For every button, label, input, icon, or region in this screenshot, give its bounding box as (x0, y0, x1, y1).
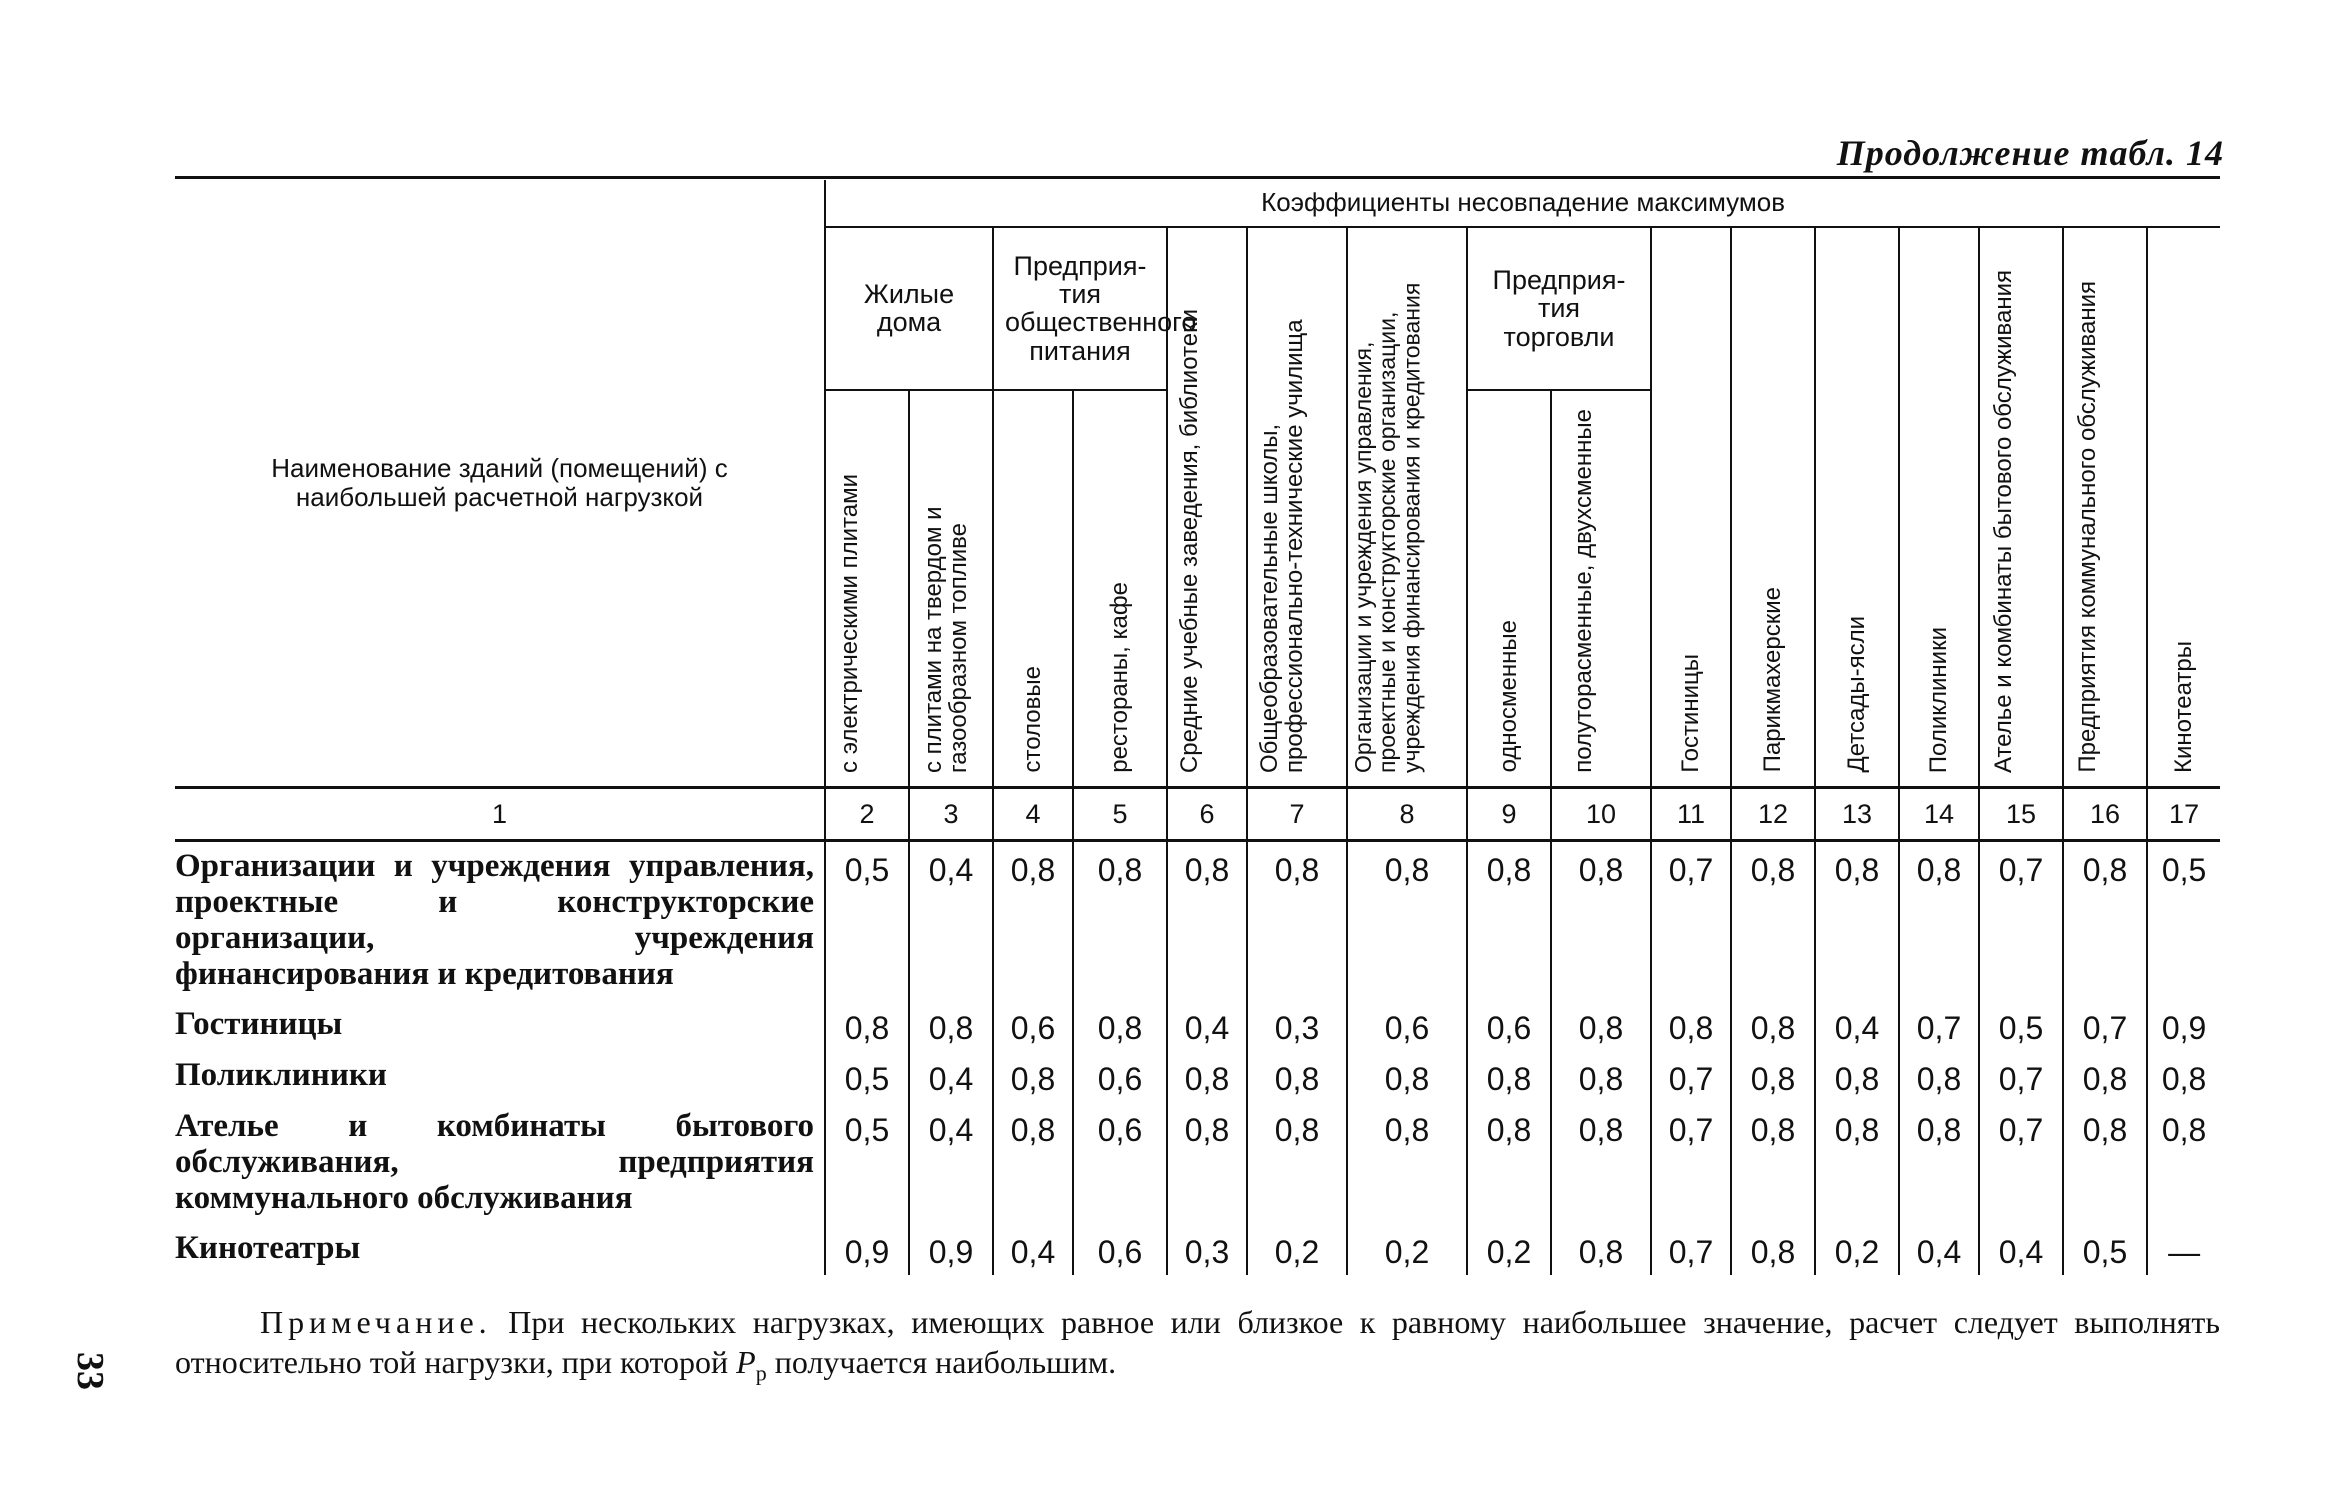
cell-value: 0,8 (1167, 1051, 1247, 1102)
col-number: 2 (825, 788, 909, 841)
cell-value: 0,9 (825, 1224, 909, 1275)
cell-value: 0,7 (1979, 1102, 2063, 1224)
col-header-4: столовые (993, 390, 1073, 788)
col-header-11: Гостиницы (1651, 227, 1731, 788)
cell-value: 0,8 (1815, 841, 1899, 1001)
cell-value: 0,6 (1073, 1224, 1167, 1275)
cell-value: 0,8 (993, 1051, 1073, 1102)
col-number: 9 (1467, 788, 1551, 841)
cell-value: 0,7 (2063, 1000, 2147, 1051)
col-number: 4 (993, 788, 1073, 841)
cell-value: 0,8 (1073, 841, 1167, 1001)
col-header-3: с плитами на твердом и газообразном топливе (909, 390, 993, 788)
cell-value: 0,4 (1815, 1000, 1899, 1051)
col-header-7: Общеобразовательные школы, профессионально-технические училища (1247, 227, 1347, 788)
cell-value: 0,8 (1815, 1102, 1899, 1224)
trade-group-header: Предприя-тия торговли (1467, 227, 1651, 390)
cell-value: — (2147, 1224, 2220, 1275)
table-row (175, 1000, 2220, 1051)
cell-value: 0,8 (1073, 1000, 1167, 1051)
cell-value: 0,8 (1551, 1051, 1651, 1102)
cell-value: 0,8 (1551, 841, 1651, 1001)
cell-value: 0,4 (909, 1051, 993, 1102)
cell-value: 0,5 (1979, 1000, 2063, 1051)
table-row (175, 1051, 2220, 1102)
row-name: Кинотеатры (175, 1230, 361, 1266)
table-row (175, 1102, 2220, 1224)
cell-value: 0,8 (2063, 1102, 2147, 1224)
col-header-15: Ателье и комбинаты бытового обслуживания (1979, 227, 2063, 788)
cell-value: 0,6 (1073, 1051, 1167, 1102)
cell-value: 0,8 (1347, 841, 1467, 1001)
cell-value: 0,7 (1899, 1000, 1979, 1051)
col-number: 15 (1979, 788, 2063, 841)
col-number: 1 (175, 788, 825, 841)
top-rule (175, 176, 2220, 179)
col-header-10: полуторасменные, двухсменные (1551, 390, 1651, 788)
col-header-17: Кинотеатры (2147, 227, 2220, 788)
cell-value: 0,2 (1467, 1224, 1551, 1275)
cell-value: 0,6 (1467, 1000, 1551, 1051)
cell-value: 0,7 (1651, 841, 1731, 1001)
cell-value: 0,8 (1467, 841, 1551, 1001)
col-number: 12 (1731, 788, 1815, 841)
cell-value: 0,8 (1347, 1051, 1467, 1102)
cell-value: 0,8 (1551, 1000, 1651, 1051)
table-row (175, 841, 2220, 1001)
residential-group-header: Жилые дома (825, 227, 993, 390)
col-number: 11 (1651, 788, 1731, 841)
cell-value: 0,8 (2147, 1102, 2220, 1224)
col-header-13: Детсады-ясли (1815, 227, 1899, 788)
col-header-9: односменные (1467, 390, 1551, 788)
cell-value: 0,5 (825, 1102, 909, 1224)
col-header-14: Поликлиники (1899, 227, 1979, 788)
col-header-16: Предприятия коммунального обслуживания (2063, 227, 2147, 788)
cell-value: 0,7 (1979, 841, 2063, 1001)
cell-value: 0,3 (1247, 1000, 1347, 1051)
cell-value: 0,4 (909, 841, 993, 1001)
cell-value: 0,8 (1731, 1051, 1815, 1102)
cell-value: 0,7 (1651, 1102, 1731, 1224)
col-number: 13 (1815, 788, 1899, 841)
cell-value: 0,4 (1167, 1000, 1247, 1051)
cell-value: 0,8 (2063, 1051, 2147, 1102)
table-body (175, 841, 2220, 1276)
cell-value: 0,3 (1167, 1224, 1247, 1275)
col-header-5: рестораны, кафе (1073, 390, 1167, 788)
coefficients-table (175, 180, 2220, 1275)
cell-value: 0,2 (1247, 1224, 1347, 1275)
note-symbol-letter: P (736, 1344, 756, 1380)
cell-value: 0,8 (1815, 1051, 1899, 1102)
cell-value: 0,6 (1347, 1000, 1467, 1051)
table-row (175, 1224, 2220, 1275)
cell-value: 0,8 (1247, 1102, 1347, 1224)
cell-value: 0,2 (1815, 1224, 1899, 1275)
cell-value: 0,8 (2147, 1051, 2220, 1102)
page-number: 33 (69, 1352, 111, 1390)
cell-value: 0,8 (1731, 1224, 1815, 1275)
col-header-2: с электрическими плитами (825, 390, 909, 788)
cell-value: 0,6 (993, 1000, 1073, 1051)
cell-value: 0,8 (1899, 1051, 1979, 1102)
cell-value: 0,6 (1073, 1102, 1167, 1224)
note-text-before: При нескольких нагрузках, имеющих равное или близкое к равному наибольшее значение, расчет следует выполнять относительно той нагрузки, при которой (175, 1304, 2221, 1380)
note-text-after: получается наибольшим. (774, 1344, 1117, 1380)
cell-value: 0,4 (909, 1102, 993, 1224)
cell-value: 0,8 (1247, 841, 1347, 1001)
table-caption: Продолжение табл. 14 (1836, 133, 2224, 173)
cell-value: 0,7 (1651, 1224, 1731, 1275)
cell-value: 0,2 (1347, 1224, 1467, 1275)
cell-value: 0,8 (1899, 1102, 1979, 1224)
cell-value: 0,8 (2063, 841, 2147, 1001)
catering-group-header: Предприя-тия общественного питания (993, 227, 1167, 390)
cell-value: 0,5 (2147, 841, 2220, 1001)
coef-group-header: Коэффициенты несовпадение максимумов (825, 180, 2220, 227)
row-name: Гостиницы (175, 1006, 343, 1042)
cell-value: 0,8 (825, 1000, 909, 1051)
table-note (175, 1302, 2220, 1393)
cell-value: 0,8 (1167, 1102, 1247, 1224)
col-header-6: Средние учебные заведения, библиотеки (1167, 227, 1247, 788)
note-symbol (736, 1344, 767, 1386)
cell-value: 0,8 (993, 841, 1073, 1001)
cell-value: 0,8 (1247, 1051, 1347, 1102)
name-column-header: Наименование зданий (помещений) с наибольшей расчетной нагрузкой (271, 453, 728, 512)
col-number: 16 (2063, 788, 2147, 841)
column-numbers-row (175, 788, 2220, 841)
cell-value: 0,5 (2063, 1224, 2147, 1275)
cell-value: 0,5 (825, 1051, 909, 1102)
cell-value: 0,4 (1979, 1224, 2063, 1275)
cell-value: 0,4 (993, 1224, 1073, 1275)
col-number: 17 (2147, 788, 2220, 841)
row-name: Поликлиники (175, 1057, 387, 1093)
cell-value: 0,9 (2147, 1000, 2220, 1051)
row-name: Организации и учреждения управления, проектные и конструкторские организации, учреждения финансирования и кредитования (175, 848, 814, 992)
note-label: Примечание. (260, 1304, 492, 1340)
col-number: 5 (1073, 788, 1167, 841)
row-name: Ателье и комбинаты бытового обслуживания, предприятия коммунального обслуживания (175, 1108, 814, 1216)
cell-value: 0,4 (1899, 1224, 1979, 1275)
cell-value: 0,9 (909, 1224, 993, 1275)
cell-value: 0,5 (825, 841, 909, 1001)
col-number: 3 (909, 788, 993, 841)
col-number: 7 (1247, 788, 1347, 841)
cell-value: 0,8 (1651, 1000, 1731, 1051)
col-number: 6 (1167, 788, 1247, 841)
cell-value: 0,7 (1979, 1051, 2063, 1102)
cell-value: 0,8 (1731, 1000, 1815, 1051)
cell-value: 0,8 (1167, 841, 1247, 1001)
note-symbol-sub: р (755, 1360, 767, 1386)
cell-value: 0,8 (1731, 1102, 1815, 1224)
col-header-12: Парикмахерские (1731, 227, 1815, 788)
col-number: 8 (1347, 788, 1467, 841)
cell-value: 0,7 (1651, 1051, 1731, 1102)
col-number: 10 (1551, 788, 1651, 841)
cell-value: 0,8 (1467, 1102, 1551, 1224)
col-header-8: Организации и учреждения управления, проектные и конструкторские организации, учреждения финансирования и кредитования (1347, 227, 1467, 788)
cell-value: 0,8 (993, 1102, 1073, 1224)
cell-value: 0,8 (1551, 1224, 1651, 1275)
cell-value: 0,8 (1899, 841, 1979, 1001)
cell-value: 0,8 (909, 1000, 993, 1051)
cell-value: 0,8 (1347, 1102, 1467, 1224)
cell-value: 0,8 (1551, 1102, 1651, 1224)
col-number: 14 (1899, 788, 1979, 841)
cell-value: 0,8 (1731, 841, 1815, 1001)
cell-value: 0,8 (1467, 1051, 1551, 1102)
